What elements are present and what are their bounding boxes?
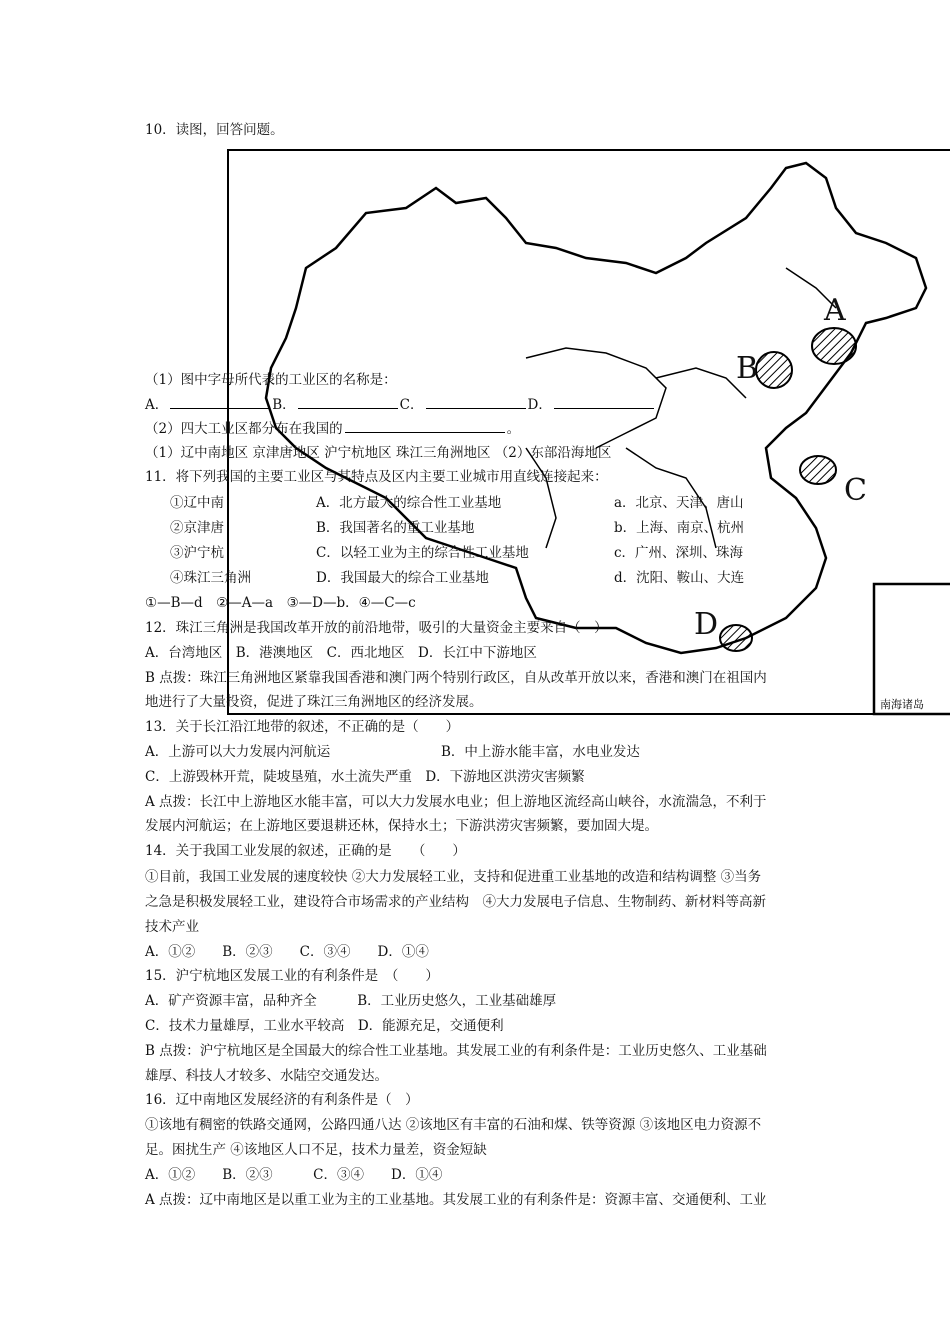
q11-region-1: ①辽中南 xyxy=(170,495,224,511)
map-label-c: C xyxy=(844,473,867,508)
q10-blanks xyxy=(145,396,656,414)
inset-caption: 南海诸岛 xyxy=(880,698,924,711)
q15-opt-cd: C．技术力量雄厚，工业水平较高 D．能源充足，交通便利 xyxy=(145,1018,504,1034)
q11-region-4: ④珠江三角洲 xyxy=(170,570,251,586)
map-label-b: B xyxy=(736,351,759,386)
q12-title: 12．珠江三角洲是我国改革开放的前沿地带，吸引的大量资金主要来自（ ） xyxy=(145,620,608,636)
q13-answer-1: A 点拨：长江中上游地区水能丰富，可以大力发展水电业；但上游地区流经高山峡谷，水流湍急，不利于 xyxy=(145,794,767,810)
q11-cities-1: a．北京、天津、唐山 xyxy=(614,495,744,511)
q16-answer-1: A 点拨：辽中南地区是以重工业为主的工业基地。其发展工业的有利条件是：资源丰富、交通便利、工业 xyxy=(145,1192,767,1208)
q13-title: 13．关于长江沿江地带的叙述，不正确的是（ ） xyxy=(145,719,460,735)
q14-stem-1: ①目前，我国工业发展的速度较快 ②大力发展轻工业，支持和促进重工业基地的改造和结构调整 ③当务 xyxy=(145,869,762,885)
q16-title: 16．辽中南地区发展经济的有利条件是（ ） xyxy=(145,1092,419,1108)
q14-stem-3: 技术产业 xyxy=(145,919,199,935)
q11-feature-3: C．以轻工业为主的综合性工业基地 xyxy=(316,545,529,561)
q14-options: A．①② B．②③ C．③④ D．①④ xyxy=(145,944,429,960)
region-b-patch xyxy=(756,352,792,388)
q15-opt-ab: A．矿产资源丰富，品种齐全 B．工业历史悠久，工业基础雄厚 xyxy=(145,993,557,1009)
q15-answer-1: B 点拨：沪宁杭地区是全国最大的综合性工业基地。其发展工业的有利条件是：工业历史悠久、工业基础 xyxy=(145,1043,767,1059)
blank-a-label: A． xyxy=(145,397,169,413)
blank-d[interactable] xyxy=(554,396,654,409)
q14-stem-2: 之急是积极发展轻工业，建设符合市场需求的产业结构 ④大力发展电子信息、生物制药、新材料等高新 xyxy=(145,894,766,910)
q10-answer: （1）辽中南地区 京津唐地区 沪宁杭地区 珠江三角洲地区 （2）东部沿海地区 xyxy=(145,445,612,461)
q10-sub1: （1）图中字母所代表的工业区的名称是： xyxy=(145,372,397,388)
blank-c-label: C． xyxy=(399,397,424,413)
q11-cities-2: b．上海、南京、杭州 xyxy=(614,520,745,536)
blank-a[interactable] xyxy=(170,396,270,409)
q12-answer-1: B 点拨：珠江三角洲地区紧靠我国香港和澳门两个特别行政区，自从改革开放以来，香港和澳门在祖国内 xyxy=(145,670,767,686)
q11-feature-4: D．我国最大的综合工业基地 xyxy=(316,570,489,586)
map-label-a: A xyxy=(824,293,846,328)
region-d-patch xyxy=(720,625,752,651)
blank-b[interactable] xyxy=(298,396,398,409)
q10-sub2 xyxy=(145,420,520,438)
region-c-patch xyxy=(800,456,836,484)
q13-answer-2: 发展内河航运；在上游地区要退耕还林，保持水土；下游洪涝灾害频繁，要加固大堤。 xyxy=(145,818,658,834)
q11-region-3: ③沪宁杭 xyxy=(170,545,224,561)
q15-answer-2: 雄厚、科技人才较多、水陆空交通发达。 xyxy=(145,1068,388,1084)
south-sea-inset xyxy=(874,584,950,714)
blank-sub2[interactable] xyxy=(345,420,505,433)
q16-stem-1: ①该地有稠密的铁路交通网，公路四通八达 ②该地区有丰富的石油和煤、铁等资源 ③该地区电力资源不 xyxy=(145,1117,762,1133)
q16-options: A．①② B．②③ C．③④ D．①④ xyxy=(145,1167,443,1183)
q11-feature-1: A．北方最大的综合性工业基地 xyxy=(316,495,502,511)
region-a-patch xyxy=(812,328,856,364)
q11-feature-2: B．我国著名的重工业基地 xyxy=(316,520,475,536)
q11-cities-4: d．沈阳、鞍山、大连 xyxy=(614,570,745,586)
q15-title: 15．沪宁杭地区发展工业的有利条件是 （ ） xyxy=(145,968,439,984)
q16-stem-2: 足。困扰生产 ④该地区人口不足，技术力量差，资金短缺 xyxy=(145,1142,487,1158)
q10-title: 10．读图，回答问题。 xyxy=(145,122,284,138)
q12-answer-2: 地进行了大量投资，促进了珠江三角洲地区的经济发展。 xyxy=(145,694,483,710)
map-label-d: D xyxy=(694,607,719,642)
q14-title: 14．关于我国工业发展的叙述，正确的是 （ ） xyxy=(145,843,466,859)
q11-answer: ①—B—d ②—A—a ③—D—b．④—C—c xyxy=(145,595,416,611)
q13-opt-cd: C．上游毁林开荒，陡坡垦殖，水土流失严重 D．下游地区洪涝灾害频繁 xyxy=(145,769,585,785)
q10-sub2-end: 。 xyxy=(506,421,521,437)
blank-c[interactable] xyxy=(426,396,526,409)
q10-sub2-text: （2）四大工业区都分布在我国的 xyxy=(145,421,343,437)
q11-title: 11．将下列我国的主要工业区与其特点及区内主要工业城市用直线连接起来： xyxy=(145,469,608,485)
blank-d-label: D． xyxy=(527,397,552,413)
q11-cities-3: c．广州、深圳、珠海 xyxy=(614,545,744,561)
q11-region-2: ②京津唐 xyxy=(170,520,224,536)
q13-opt-a: A．上游可以大力发展内河航运 xyxy=(145,744,331,760)
q12-options: A．台湾地区 B．港澳地区 C．西北地区 D．长江中下游地区 xyxy=(145,645,537,661)
q13-opt-b: B．中上游水能丰富，水电业发达 xyxy=(441,744,640,760)
blank-b-label: B． xyxy=(272,397,296,413)
